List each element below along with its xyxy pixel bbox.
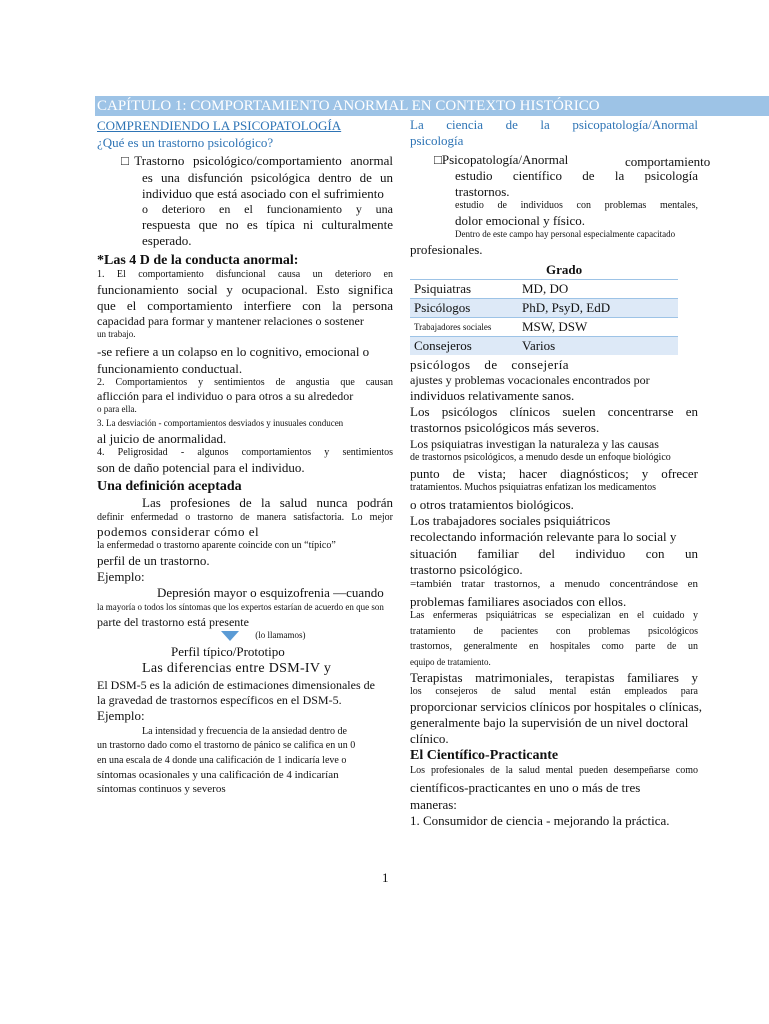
sci-line: trastornos. <box>455 184 510 199</box>
four-d-line: capacidad para formar y mantener relaciones o sostener <box>97 314 364 328</box>
table-row <box>410 317 678 336</box>
body-line: trastornos, generalmente en hospitales como parte de un <box>410 641 698 652</box>
psico-word: comportamiento <box>625 153 711 169</box>
right-column <box>410 117 711 829</box>
bullet-icon: □ <box>434 151 442 167</box>
four-d-line: 1. El comportamiento disfuncional causa un deterioro en <box>97 269 393 280</box>
table-cell: Trabajadores sociales <box>410 317 518 336</box>
body-line: individuos relativamente sanos. <box>410 387 575 403</box>
dsm-line: un trastorno dado como el trastorno de pánico se califica en un 0 <box>97 740 356 752</box>
four-d-line: 3. La desviación - comportamientos desviados y inusuales conducen <box>97 417 344 428</box>
definition-heading: Una definición aceptada <box>97 478 242 494</box>
body-line: los consejeros de salud mental están empleados para <box>410 686 698 697</box>
four-d-line: funcionamiento conductual. <box>97 360 243 376</box>
arrow-row <box>97 630 393 644</box>
definition-para-line: definir enfermedad o trastorno de manera satisfactoria. Lo mejor <box>97 511 393 523</box>
four-d-line: que el comportamiento interfiere con la persona <box>97 297 393 313</box>
definition-para-line: perfil de un trastorno. <box>97 552 210 568</box>
four-d-line: -se refiere a un colapso en lo cognitivo, emocional o <box>97 344 370 360</box>
dsm-line: Las diferencias entre DSM-IV y <box>142 661 332 676</box>
chapter-title: CAPÍTULO 1: COMPORTAMIENTO ANORMAL EN CONTEXTO HISTÓRICO <box>95 96 769 116</box>
dsm-line: síntomas continuos y severos <box>97 783 226 795</box>
definition-para-line: la mayoría o todos los síntomas que los expertos estarían de acuerdo en que son <box>97 601 384 612</box>
body-line: Las enfermeras psiquiátricas se especializan en el cuidado y <box>410 610 698 621</box>
degree-table <box>410 261 678 355</box>
four-d-line: un trabajo. <box>97 329 136 339</box>
pain-line: dolor emocional y físico. <box>455 212 585 228</box>
four-d-line: aflicción para el individuo o para otros a su alrededor <box>97 389 354 404</box>
table-row <box>410 279 678 298</box>
four-d-line: 2. Comportamientos y sentimientos de angustia que causan <box>97 376 393 388</box>
arrow-note: (lo llamamos) <box>255 629 306 640</box>
scientist-line: maneras: <box>410 796 457 812</box>
body-line: trastornos psicológicos más severos. <box>410 420 600 436</box>
definition-para-line: parte del trastorno está presente <box>97 614 249 629</box>
table-cell: Varios <box>518 336 678 355</box>
body-line: de trastornos psicológicos, a menudo desde un enfoque biológico <box>410 451 671 463</box>
definition-line: es una disfunción psicológica dentro de un <box>142 169 393 185</box>
question-heading: ¿Qué es un trastorno psicológico? <box>97 135 274 150</box>
scientist-line: Los profesionales de la salud mental pueden desempeñarse como <box>410 764 698 776</box>
scientist-heading: El Científico-Practicante <box>410 748 559 764</box>
sci-line: estudio científico de la psicología <box>455 167 698 183</box>
body-line: situación familiar del individuo con un <box>410 545 698 561</box>
prototype-label: Perfil típico/Prototipo <box>171 643 285 659</box>
table-cell: Psicólogos <box>410 298 518 317</box>
four-d-line: son de daño potencial para el individuo. <box>97 459 305 475</box>
body-line: equipo de tratamiento. <box>410 656 491 667</box>
definition-line: o deterioro en el funcionamiento y una <box>142 202 393 216</box>
dsm-line: síntomas ocasionales y una calificación de 4 indicarían <box>97 769 339 782</box>
definition-para-line: la enfermedad o trastorno aparente coincide con un “típico” <box>97 540 336 552</box>
body-line: tratamiento de pacientes con problemas psicológicos <box>410 625 698 637</box>
table-cell: Consejeros <box>410 336 518 355</box>
body-line: proporcionar servicios clínicos por hospitales o clínicas, <box>410 698 703 714</box>
table-header-cell: Grado <box>518 261 678 280</box>
body-line: recolectando información relevante para lo social y <box>410 529 677 545</box>
dsm-line: La intensidad y frecuencia de la ansiedad dentro de <box>142 725 347 737</box>
bullet-icon: □ <box>121 153 135 169</box>
dsm-line: en una escala de 4 donde una calificación de 1 indicaría leve o <box>97 754 347 766</box>
body-line: =también tratar trastornos, a menudo concentrándose en <box>410 578 698 590</box>
section-heading: COMPRENDIENDO LA PSICOPATOLOGÍA <box>97 118 342 133</box>
body-line: Los psicólogos clínicos suelen concentrarse en <box>410 404 698 419</box>
definition-line: □Trastorno psicológico/comportamiento anormal <box>121 153 393 169</box>
body-line: Los trabajadores sociales psiquiátricos <box>410 513 611 528</box>
definition-line: esperado. <box>142 233 192 249</box>
dsm-line: El DSM-5 es la adición de estimaciones dimensionales de <box>97 677 375 692</box>
body-line: tratamientos. Muchos psiquiatras enfatizan los medicamentos <box>410 482 657 494</box>
dsm-line: Ejemplo: <box>97 707 145 723</box>
table-row <box>410 298 678 317</box>
four-d-heading: *Las 4 D de la conducta anormal: <box>97 252 299 268</box>
staff-line: Dentro de este campo hay personal especialmente capacitado <box>455 229 676 239</box>
body-line: ajustes y problemas vocacionales encontrados por <box>410 372 650 387</box>
body-line: problemas familiares asociados con ellos. <box>410 593 627 609</box>
down-arrow-icon <box>221 631 239 641</box>
four-d-line: al juicio de anormalidad. <box>97 430 227 446</box>
table-header-row <box>410 261 678 280</box>
table-cell: MD, DO <box>518 279 678 298</box>
prof-line: profesionales. <box>410 242 483 258</box>
definition-line: respuesta que no es típica ni culturalmente <box>142 217 393 232</box>
left-column <box>97 117 393 797</box>
right-heading-line: La ciencia de la psicopatología/Anormal <box>410 117 698 132</box>
dsm-line: la gravedad de trastornos específicos en el DSM-5. <box>97 692 342 707</box>
definition-para-line: Las profesiones de la salud nunca podrán <box>142 495 393 511</box>
body-line: trastorno psicológico. <box>410 561 523 577</box>
definition-para-line: podemos considerar cómo el <box>97 524 260 539</box>
scientist-line: científicos-practicantes en uno o más de tres <box>410 780 641 796</box>
definition-para-line: Depresión mayor o esquizofrenia —cuando <box>157 585 384 601</box>
body-line: o otros tratamientos biológicos. <box>410 496 574 512</box>
body-line: generalmente bajo la supervisión de un nivel doctoral <box>410 714 689 730</box>
study-line: estudio de individuos con problemas mentales, <box>455 200 698 212</box>
page-number: 1 <box>382 870 389 885</box>
definition-line: individuo que está asociado con el sufrimiento <box>142 185 384 201</box>
table-cell: PhD, PsyD, EdD <box>518 298 678 317</box>
body-line: punto de vista; hacer diagnósticos; y ofrecer <box>410 466 698 481</box>
definition-para-line: Ejemplo: <box>97 569 145 584</box>
right-heading-line: psicología <box>410 133 464 149</box>
psico-line: □Psicopatología/Anormal comportamiento <box>434 151 711 169</box>
table-cell: MSW, DSW <box>518 317 678 336</box>
body-line: clínico. <box>410 731 449 746</box>
table-header-cell <box>410 261 518 280</box>
four-d-line: funcionamiento social y ocupacional. Esto significa <box>97 281 393 297</box>
scientist-line: 1. Consumidor de ciencia - mejorando la práctica. <box>410 812 670 828</box>
four-d-line: 4. Peligrosidad - algunos comportamientos y sentimientos <box>97 447 393 458</box>
four-d-line: o para ella. <box>97 404 137 415</box>
body-line: Terapistas matrimoniales, terapistas familiares y <box>410 669 698 685</box>
body-line: Los psiquiatras investigan la naturaleza y las causas <box>410 436 659 451</box>
body-line: psicólogos de consejería <box>410 356 570 372</box>
table-row <box>410 336 678 355</box>
table-cell: Psiquiatras <box>410 279 518 298</box>
